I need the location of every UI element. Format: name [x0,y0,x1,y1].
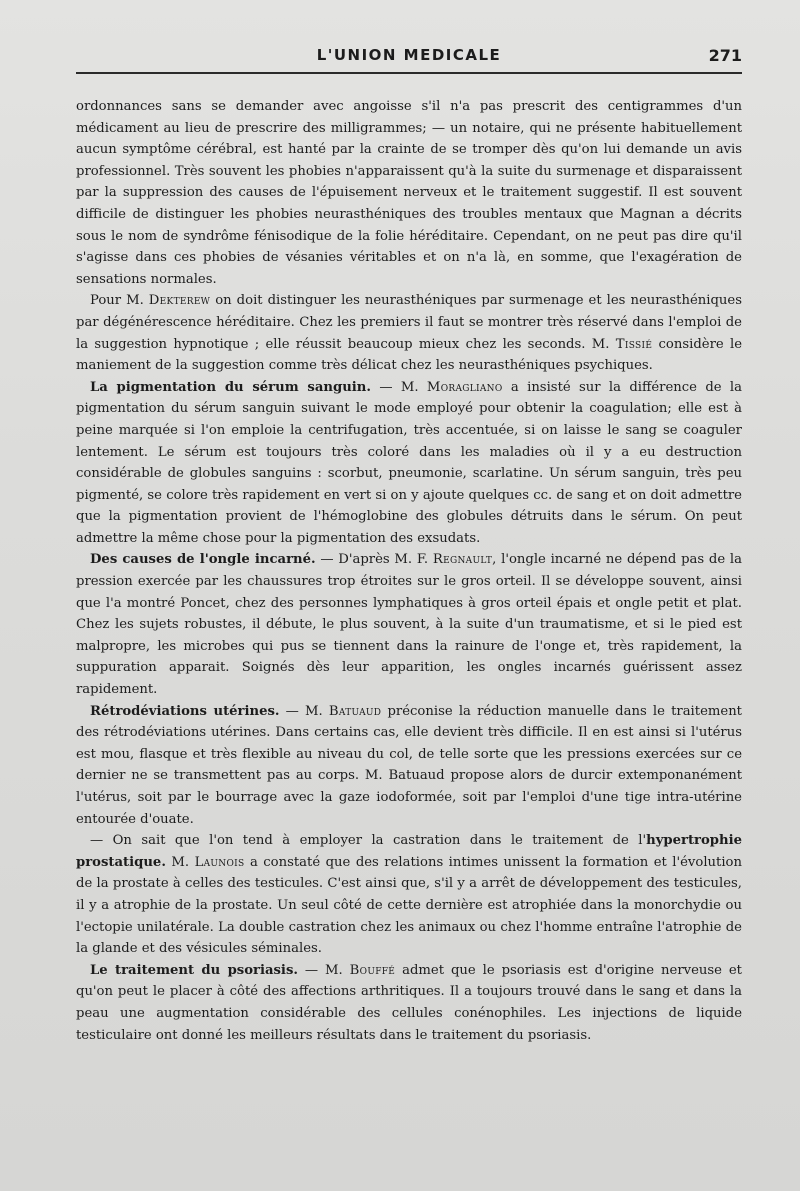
paragraph-text: a constaté que des relations intimes unissent la formation et l'évolution de la prostate à celles des testicules. C'est ainsi que, s'il y a arrêt de développement des testicules, il y a atrophie de la prostate. Un seul côté de cette dernière est atrophiée dans la monorchydie ou l'ectopie unilatérale. La double castration chez les animaux ou chez l'homme entraîne l'atrophie de la glande et des vésicules séminales. [76,854,742,957]
author-name: Tissié [615,336,653,352]
paragraph-text: considère le maniement de la suggestion comme très délicat chez les neurasthéniques psychiques. [76,336,742,374]
paragraph-hypertrophie-prostatique [76,830,742,960]
section-heading: Des causes de l'ongle incarné. [90,552,316,568]
paragraph-text: M. [165,854,195,870]
page-header [76,44,742,78]
paragraph-text: , l'ongle incarné ne dépend pas de la pression exercée par les chaussures trop étroites sur le gros orteil. Il se développe souvent, ainsi que l'a montré Poncet, chez des personnes lymphatiques à gros orteil épais et ongle petit et plat. Chez les sujets robustes, il débute, le plus souvent, à la suite d'un traumatisme, et si le pied est malpropre, les microbes qui pus se tiennent dans la rainure de l'onge et, très rapidement, la suppuration apparait. Soignés dès leur apparition, les ongles incarnés guérissent assez rapidement. [76,552,742,698]
section-heading: La pigmentation du sérum sanguin. [90,379,371,395]
paragraph-text: — On sait que l'on tend à employer la castration dans le traitement de l' [90,833,647,849]
paragraph-text: on doit distinguer les neurasthéniques par surmenage et les neurasthéniques par dégénérescence héréditaire. Chez les premiers il faut se montrer très réservé dans l'emploi de la suggestion hypnotique ; elle réussit beaucoup mieux chez les seconds. M. [76,293,742,352]
author-name: Launois [194,854,245,870]
paragraph-retrodeviations [76,701,742,831]
paragraph-text: — D'après M. F. [315,552,433,568]
paragraph-text: Pour M. [90,293,149,309]
paragraph-text: préconise la réduction manuelle dans le traitement des rétrodéviations utérines. Dans certains cas, elle devient très difficile. Il en est ainsi si l'utérus est mou, flasque et très flexible au niveau du col, de telle sorte que les pressions exercées sur ce dernier ne se transmettent pas au corps. M. Batuaud propose alors de durcir extemponanément l'utérus, soit par le bourrage avec la gaze iodoformée, soit par l'emploi d'une tige intra-utérine entourée d'ouate. [76,703,742,827]
author-name: Bouffé [349,962,396,978]
paragraph-text: admet que le psoriasis est d'origine nerveuse et qu'on peut le placer à côté des affections arthritiques. Il a toujours trouvé dans le sang et dans la peau une augmentation considérable des cellules conénophiles. Les injections de liquide testiculaire ont donné les meilleurs résultats dans le traitement du psoriasis. [76,962,742,1043]
article-body [76,96,742,1046]
author-name: Dekterew [148,293,211,309]
author-name: Moragliano [426,379,503,395]
paragraph-text: a insisté sur la différence de la pigmentation du sérum sanguin suivant le mode employé pour obtenir la coagulation; elle est à peine marquée si l'on emploie la centrifugation, très accentuée, si on laisse le sang se coaguler lentement. Le sérum est toujours très coloré dans les maladies où il y a eu destruction considérable de globules sanguins : scorbut, pneumonie, scarlatine. Un sérum sanguin, très peu pigmenté, se colore très rapidement en vert si on y ajoute quelques cc. de sang et on doit admettre que la pigmentation provient de l'hémoglobine des globules détruits dans le sérum. On peut admettre la même chose pour la pigmentation des exsudats. [76,379,742,546]
section-heading: Rétrodéviations utérines. [90,703,280,719]
author-name: Batuaud [328,703,382,719]
paragraph-text: — M. [370,379,427,395]
section-heading: Le traitement du psoriasis. [90,962,298,978]
page-number: 271 [708,46,742,65]
paragraph-neurasthenie [76,290,742,376]
section-heading: hypertrophie prostatique. [76,833,742,870]
paragraph-psoriasis [76,960,742,1046]
header-rule [76,72,742,74]
paragraph-phobies [76,96,742,290]
paragraph-pigmentation [76,377,742,550]
running-title: L'UNION MEDICALE [316,46,502,64]
author-name: Regnault [432,552,493,568]
paragraph-ongle-incarne [76,549,742,700]
paragraph-text: ordonnances sans se demander avec angoisse s'il n'a pas prescrit des centigrammes d'un médicament au lieu de prescrire des milligrammes; — un notaire, qui ne présente habituellement aucun symptôme cérébral, est hanté par la crainte de se tromper dès qu'on lui demande un avis professionnel. Très souvent les phobies n'apparaissent qu'à la suite du surmenage et disparaissent par la suppression des causes de l'épuisement nerveux et le traitement suggestif. Il est souvent difficile de distinguer les phobies neurasthéniques des troubles mentaux que Magnan a décrits sous le nom de syndrôme fénisodique de la folie héréditaire. Cependant, on ne peut pas dire qu'il s'agisse dans ces phobies de vésanies véritables et on n'a là, en somme, que l'exagération de sensations normales. [76,99,742,287]
paragraph-text: — M. [279,703,329,719]
paragraph-text: — M. [297,962,350,978]
